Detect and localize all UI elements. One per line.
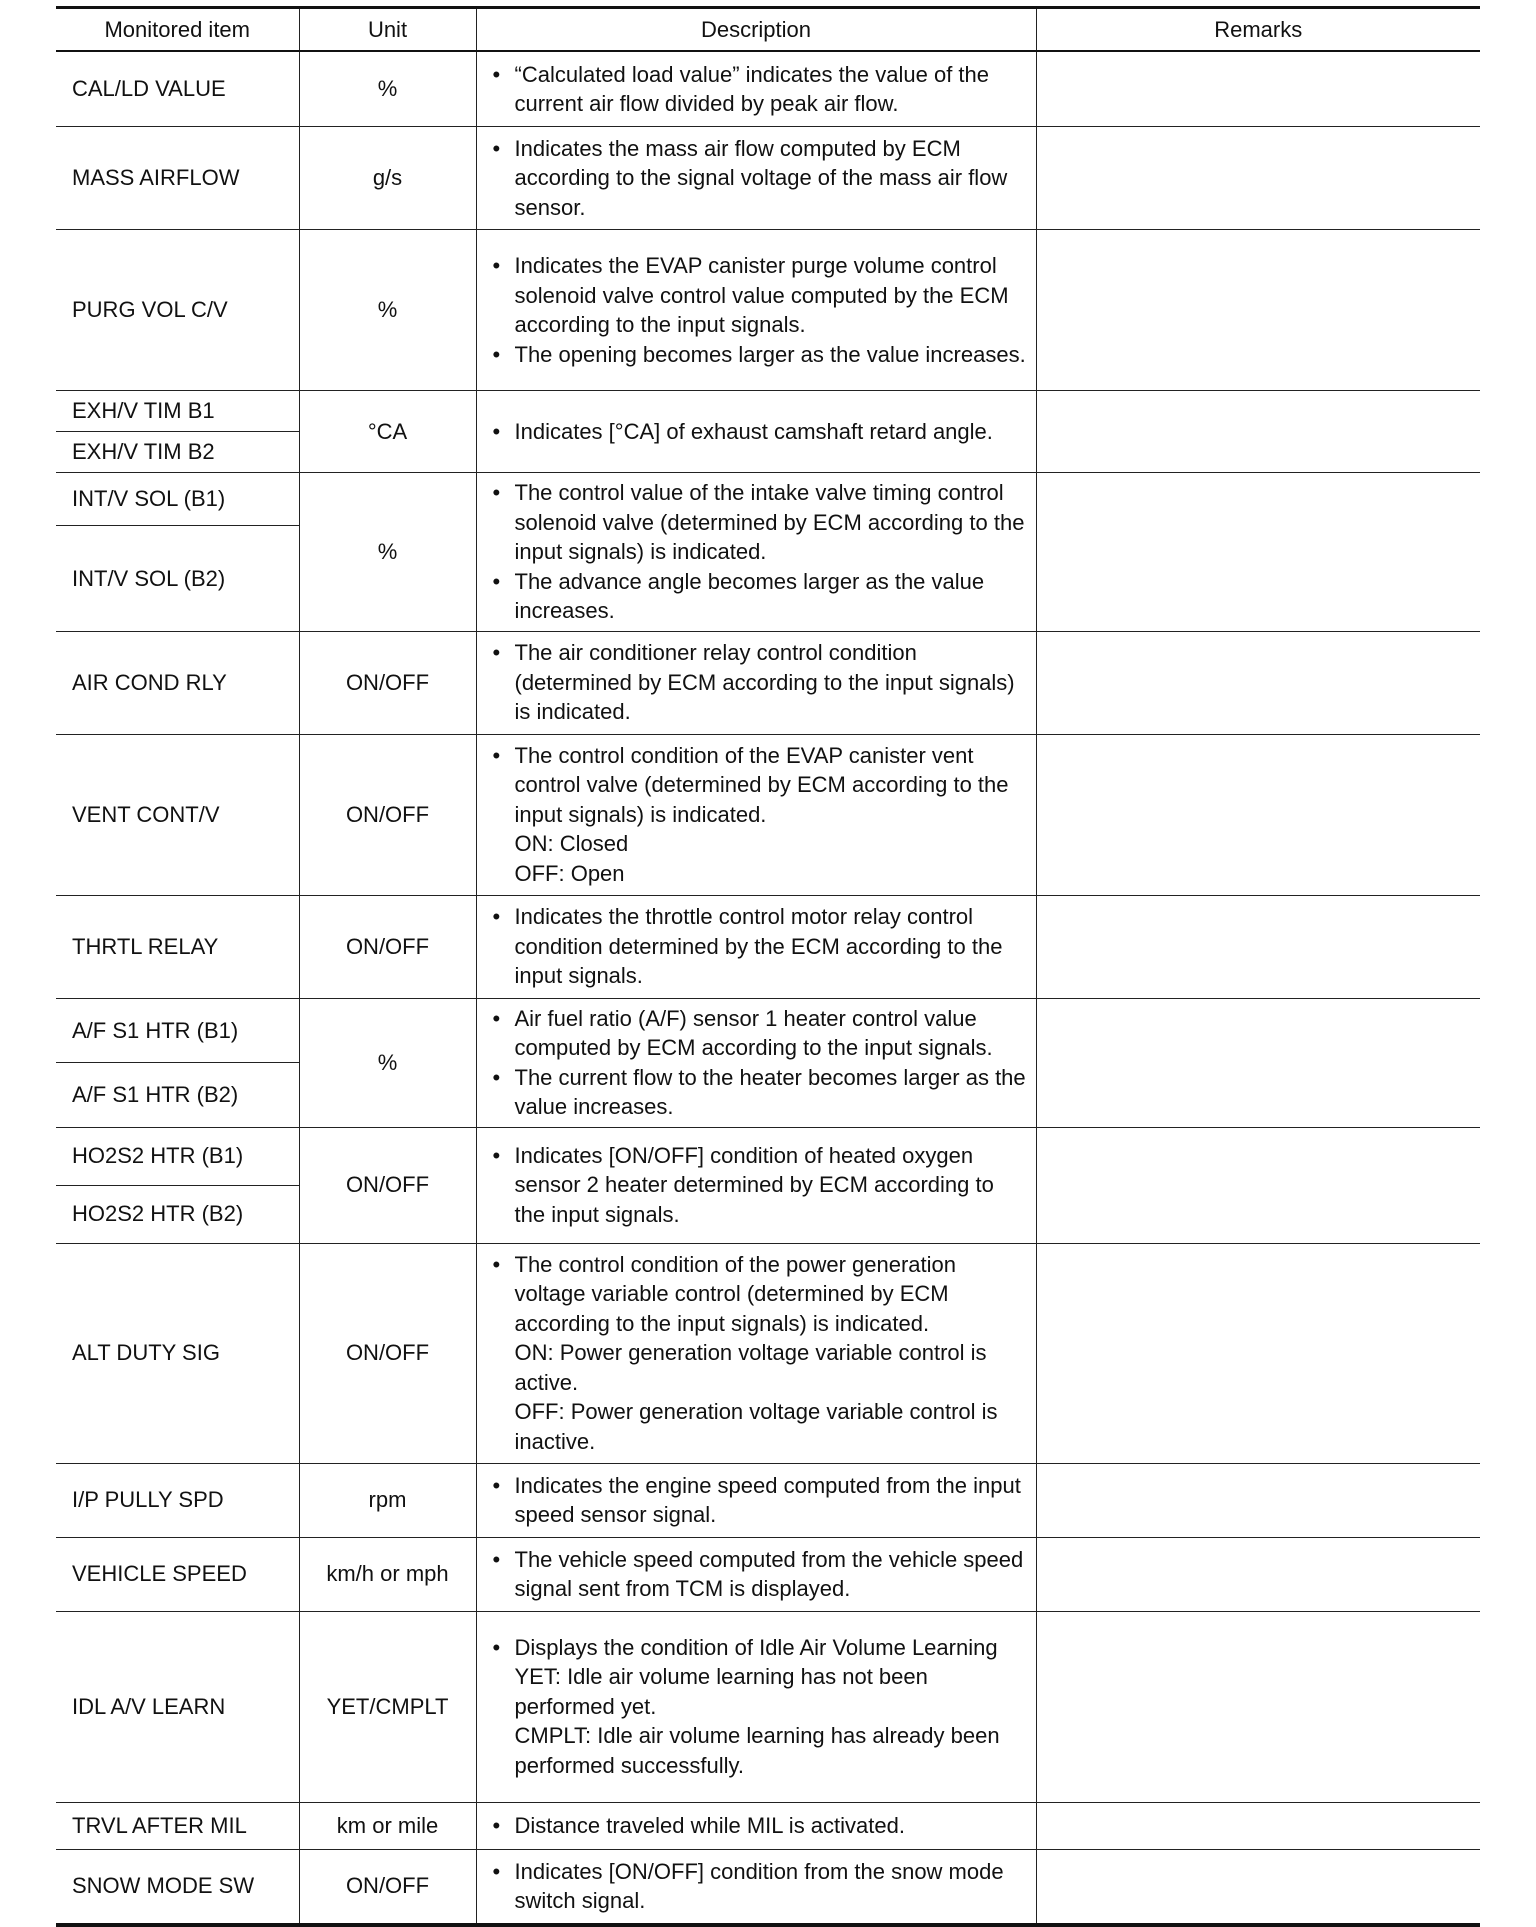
- monitored-item: TRVL AFTER MIL: [56, 1802, 299, 1849]
- description: [476, 391, 1036, 473]
- description-bullet: • Distance traveled while MIL is activated.: [491, 1811, 1028, 1841]
- unit: km/h or mph: [299, 1537, 476, 1611]
- unit: YET/CMPLT: [299, 1611, 476, 1802]
- unit: ON/OFF: [299, 631, 476, 734]
- table-row: [56, 734, 1480, 895]
- unit: ON/OFF: [299, 895, 476, 998]
- remarks: [1036, 1802, 1480, 1849]
- description-bullet: • “Calculated load value” indicates the value of the current air flow divided by peak air flow.: [491, 60, 1028, 119]
- description-bullet: • Indicates [ON/OFF] condition of heated oxygen sensor 2 heater determined by ECM according to the input signals.: [491, 1141, 1028, 1230]
- remarks: [1036, 230, 1480, 391]
- remarks: [1036, 127, 1480, 230]
- description-bullet: • The vehicle speed computed from the vehicle speed signal sent from TCM is displayed.: [491, 1545, 1028, 1604]
- monitored-item: HO2S2 HTR (B2): [56, 1185, 299, 1243]
- description: [476, 473, 1036, 632]
- unit: °CA: [299, 391, 476, 473]
- description: [476, 631, 1036, 734]
- table-row: [56, 1611, 1480, 1802]
- table-row: [56, 1802, 1480, 1849]
- unit: ON/OFF: [299, 1127, 476, 1243]
- monitored-item: INT/V SOL (B2): [56, 526, 299, 631]
- monitored-item: HO2S2 HTR (B1): [56, 1127, 299, 1185]
- monitored-item: VEHICLE SPEED: [56, 1537, 299, 1611]
- monitored-item: IDL A/V LEARN: [56, 1611, 299, 1802]
- header-unit: Unit: [299, 8, 476, 52]
- description-bullet: • The current flow to the heater becomes larger as the value increases.: [491, 1063, 1028, 1122]
- description: [476, 1537, 1036, 1611]
- monitored-item: EXH/V TIM B1: [56, 391, 299, 432]
- remarks: [1036, 998, 1480, 1127]
- table-row: [56, 473, 1480, 526]
- unit: g/s: [299, 127, 476, 230]
- description: [476, 1243, 1036, 1463]
- description-line: OFF: Power generation voltage variable control is inactive.: [514, 1399, 998, 1454]
- header-remarks: Remarks: [1036, 8, 1480, 52]
- remarks: [1036, 1127, 1480, 1243]
- monitored-item: THRTL RELAY: [56, 895, 299, 998]
- description-line: ON: Closed: [514, 831, 629, 857]
- table-row: [56, 51, 1480, 127]
- description: [476, 1849, 1036, 1925]
- table-row: [56, 1537, 1480, 1611]
- description-line: ON: Power generation voltage variable control is active.: [514, 1340, 987, 1395]
- description-bullet: • Indicates the EVAP canister purge volume control solenoid valve control value computed by the ECM according to the input signals.: [491, 251, 1028, 340]
- description-bullet: • Indicates [ON/OFF] condition from the snow mode switch signal.: [491, 1857, 1028, 1916]
- monitored-item: AIR COND RLY: [56, 631, 299, 734]
- description-bullet: • The advance angle becomes larger as the value increases.: [491, 567, 1028, 626]
- description-bullet: • Indicates the engine speed computed from the input speed sensor signal.: [491, 1471, 1028, 1530]
- description-bullet: • The control condition of the power generation voltage variable control (determined by ECM according to the input signals) is indicated.: [491, 1250, 1028, 1339]
- remarks: [1036, 895, 1480, 998]
- monitored-item: I/P PULLY SPD: [56, 1463, 299, 1537]
- unit: %: [299, 473, 476, 632]
- description-bullet: • The control condition of the EVAP canister vent control valve (determined by ECM according to the input signals) is indicated.: [491, 741, 1028, 830]
- monitored-item: CAL/LD VALUE: [56, 51, 299, 127]
- description-bullet: • The air conditioner relay control condition (determined by ECM according to the input signals) is indicated.: [491, 638, 1028, 727]
- remarks: [1036, 391, 1480, 473]
- monitored-item: MASS AIRFLOW: [56, 127, 299, 230]
- description-bullet: • Displays the condition of Idle Air Volume Learning: [491, 1633, 1028, 1663]
- monitored-items-table: [56, 6, 1480, 1927]
- remarks: [1036, 1849, 1480, 1925]
- table-row: [56, 895, 1480, 998]
- description-bullet: • Indicates the mass air flow computed by ECM according to the signal voltage of the mass air flow sensor.: [491, 134, 1028, 223]
- unit: %: [299, 998, 476, 1127]
- table-row: [56, 998, 1480, 1063]
- unit: %: [299, 51, 476, 127]
- description-bullet: • The opening becomes larger as the value increases.: [491, 340, 1028, 370]
- unit: %: [299, 230, 476, 391]
- table-row: [56, 1463, 1480, 1537]
- monitored-item: EXH/V TIM B2: [56, 432, 299, 473]
- description-line: YET: Idle air volume learning has not been performed yet.: [514, 1664, 928, 1719]
- description: [476, 1463, 1036, 1537]
- description-bullet: • Indicates the throttle control motor relay control condition determined by the ECM according to the input signals.: [491, 902, 1028, 991]
- remarks: [1036, 51, 1480, 127]
- description: [476, 998, 1036, 1127]
- unit: ON/OFF: [299, 1243, 476, 1463]
- monitored-item: A/F S1 HTR (B1): [56, 998, 299, 1063]
- description-line: OFF: Open: [514, 860, 625, 886]
- table-row: [56, 1243, 1480, 1463]
- description: [476, 51, 1036, 127]
- description: [476, 895, 1036, 998]
- monitored-item: A/F S1 HTR (B2): [56, 1063, 299, 1128]
- description: [476, 1611, 1036, 1802]
- monitored-item: INT/V SOL (B1): [56, 473, 299, 526]
- description-bullet: • The control value of the intake valve timing control solenoid valve (determined by ECM according to the input signals) is indicated.: [491, 478, 1028, 567]
- header-monitored-item: Monitored item: [56, 8, 299, 52]
- description: [476, 127, 1036, 230]
- table-row: [56, 391, 1480, 432]
- remarks: [1036, 1537, 1480, 1611]
- monitored-item: ALT DUTY SIG: [56, 1243, 299, 1463]
- description: [476, 1802, 1036, 1849]
- remarks: [1036, 1611, 1480, 1802]
- header-description: Description: [476, 8, 1036, 52]
- description-bullet: • Air fuel ratio (A/F) sensor 1 heater control value computed by ECM according to the input signals.: [491, 1004, 1028, 1063]
- header-row: [56, 8, 1480, 52]
- table-row: [56, 1849, 1480, 1925]
- unit: rpm: [299, 1463, 476, 1537]
- remarks: [1036, 631, 1480, 734]
- description-line: CMPLT: Idle air volume learning has already been performed successfully.: [514, 1723, 1000, 1778]
- description-bullet: • Indicates [°CA] of exhaust camshaft retard angle.: [491, 417, 1028, 447]
- description: [476, 1127, 1036, 1243]
- table-row: [56, 1127, 1480, 1185]
- monitored-item: PURG VOL C/V: [56, 230, 299, 391]
- table-row: [56, 230, 1480, 391]
- table-row: [56, 127, 1480, 230]
- remarks: [1036, 1463, 1480, 1537]
- remarks: [1036, 1243, 1480, 1463]
- table-row: [56, 631, 1480, 734]
- unit: km or mile: [299, 1802, 476, 1849]
- description: [476, 230, 1036, 391]
- unit: ON/OFF: [299, 734, 476, 895]
- monitored-item: VENT CONT/V: [56, 734, 299, 895]
- remarks: [1036, 473, 1480, 632]
- unit: ON/OFF: [299, 1849, 476, 1925]
- description: [476, 734, 1036, 895]
- monitored-item: SNOW MODE SW: [56, 1849, 299, 1925]
- remarks: [1036, 734, 1480, 895]
